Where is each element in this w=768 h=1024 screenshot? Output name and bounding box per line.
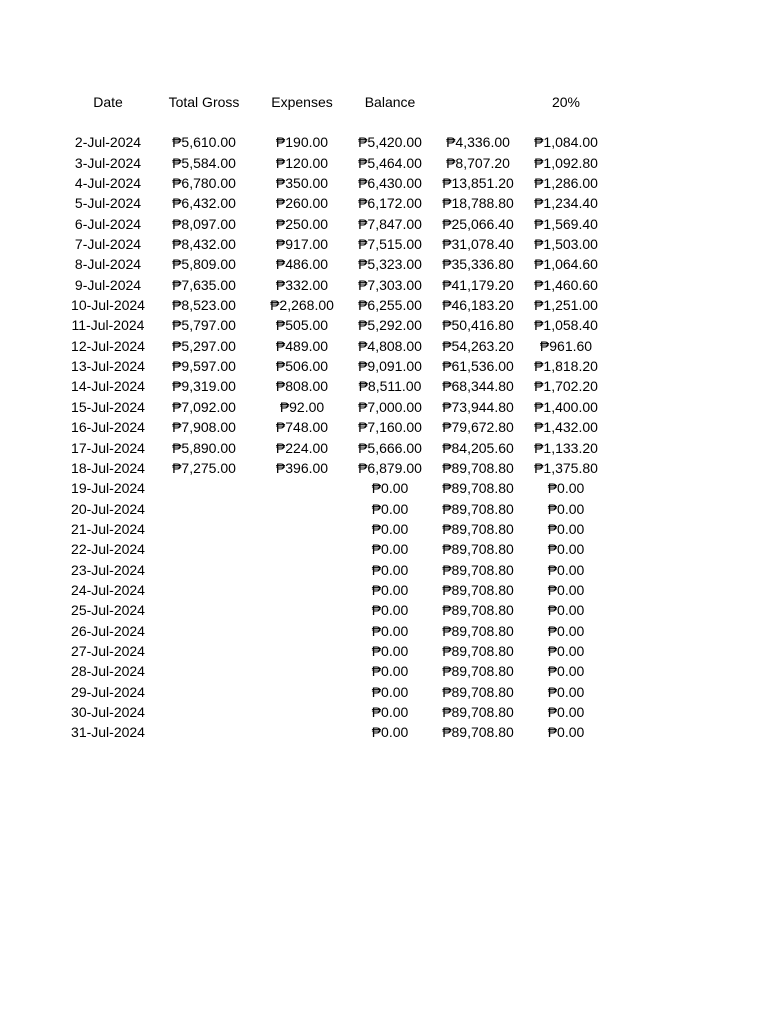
table-row bbox=[60, 132, 620, 152]
cell-date: 10-Jul-2024 bbox=[71, 297, 145, 314]
table-row bbox=[60, 214, 620, 234]
cell-date: 29-Jul-2024 bbox=[71, 683, 145, 700]
cell-percent: ₱1,460.60 bbox=[534, 276, 598, 293]
cell-running-total: ₱68,344.80 bbox=[442, 378, 514, 395]
cell-balance: ₱7,303.00 bbox=[358, 276, 422, 293]
cell-date: 9-Jul-2024 bbox=[74, 276, 142, 293]
cell-expenses: ₱808.00 bbox=[275, 378, 329, 395]
cell-expenses: ₱489.00 bbox=[275, 337, 329, 354]
cell-running-total: ₱89,708.80 bbox=[442, 683, 514, 700]
cell-date: 25-Jul-2024 bbox=[71, 602, 145, 619]
cell-balance: ₱0.00 bbox=[371, 602, 409, 619]
cell-percent: ₱0.00 bbox=[547, 622, 585, 639]
cell-percent: ₱1,064.60 bbox=[534, 256, 598, 273]
cell-percent: ₱0.00 bbox=[547, 602, 585, 619]
cell-expenses: ₱2,268.00 bbox=[270, 297, 334, 314]
cell-total-gross bbox=[156, 519, 252, 539]
cell-date: 15-Jul-2024 bbox=[71, 398, 145, 415]
cell-percent: ₱1,503.00 bbox=[534, 236, 598, 253]
cell-running-total: ₱46,183.20 bbox=[442, 297, 514, 314]
cell-date: 20-Jul-2024 bbox=[71, 500, 145, 517]
cell-expenses bbox=[252, 519, 352, 539]
cell-balance: ₱7,515.00 bbox=[358, 236, 422, 253]
cell-expenses bbox=[252, 722, 352, 742]
cell-total-gross bbox=[156, 722, 252, 742]
cell-date: 24-Jul-2024 bbox=[71, 581, 145, 598]
cell-percent: ₱1,818.20 bbox=[534, 358, 598, 375]
cell-date: 30-Jul-2024 bbox=[71, 703, 145, 720]
cell-date: 31-Jul-2024 bbox=[71, 724, 145, 741]
cell-date: 21-Jul-2024 bbox=[71, 520, 145, 537]
cell-running-total: ₱61,536.00 bbox=[442, 358, 514, 375]
cell-expenses: ₱190.00 bbox=[275, 134, 329, 151]
cell-balance: ₱5,420.00 bbox=[358, 134, 422, 151]
cell-total-gross: ₱8,523.00 bbox=[172, 297, 236, 314]
cell-percent: ₱0.00 bbox=[547, 724, 585, 741]
cell-percent: ₱0.00 bbox=[547, 541, 585, 558]
cell-date: 27-Jul-2024 bbox=[71, 642, 145, 659]
cell-percent: ₱0.00 bbox=[547, 663, 585, 680]
table-row bbox=[60, 682, 620, 702]
cell-balance: ₱6,172.00 bbox=[358, 195, 422, 212]
cell-expenses bbox=[252, 539, 352, 559]
cell-date: 2-Jul-2024 bbox=[74, 134, 142, 151]
cell-total-gross bbox=[156, 621, 252, 641]
cell-date: 23-Jul-2024 bbox=[71, 561, 145, 578]
cell-running-total: ₱89,708.80 bbox=[442, 724, 514, 741]
cell-expenses bbox=[252, 499, 352, 519]
cell-balance: ₱0.00 bbox=[371, 724, 409, 741]
table-row bbox=[60, 376, 620, 396]
cell-date: 14-Jul-2024 bbox=[71, 378, 145, 395]
cell-running-total: ₱13,851.20 bbox=[442, 175, 514, 192]
table-row bbox=[60, 315, 620, 335]
cell-percent: ₱1,375.80 bbox=[534, 459, 598, 476]
cell-date: 18-Jul-2024 bbox=[71, 459, 145, 476]
cell-date: 7-Jul-2024 bbox=[74, 236, 142, 253]
table-row bbox=[60, 539, 620, 559]
cell-total-gross: ₱9,319.00 bbox=[172, 378, 236, 395]
cell-total-gross bbox=[156, 560, 252, 580]
table-row bbox=[60, 356, 620, 376]
cell-total-gross bbox=[156, 702, 252, 722]
cell-percent: ₱1,234.40 bbox=[534, 195, 598, 212]
cell-date: 11-Jul-2024 bbox=[71, 317, 145, 334]
cell-running-total: ₱89,708.80 bbox=[442, 561, 514, 578]
cell-expenses: ₱917.00 bbox=[275, 236, 329, 253]
table-body bbox=[60, 132, 620, 742]
cell-running-total: ₱35,336.80 bbox=[442, 256, 514, 273]
cell-running-total: ₱41,179.20 bbox=[442, 276, 514, 293]
cell-total-gross: ₱5,890.00 bbox=[172, 439, 236, 456]
table-row bbox=[60, 234, 620, 254]
cell-balance: ₱0.00 bbox=[371, 500, 409, 517]
cell-balance: ₱0.00 bbox=[371, 622, 409, 639]
cell-expenses: ₱120.00 bbox=[275, 154, 329, 171]
cell-percent: ₱1,569.40 bbox=[534, 215, 598, 232]
cell-total-gross: ₱8,097.00 bbox=[172, 215, 236, 232]
cell-running-total: ₱89,708.80 bbox=[442, 622, 514, 639]
cell-balance: ₱9,091.00 bbox=[358, 358, 422, 375]
cell-running-total: ₱84,205.60 bbox=[442, 439, 514, 456]
table-row bbox=[60, 254, 620, 274]
cell-expenses: ₱332.00 bbox=[275, 276, 329, 293]
cell-balance: ₱7,847.00 bbox=[358, 215, 422, 232]
cell-percent: ₱1,133.20 bbox=[534, 439, 598, 456]
cell-balance: ₱0.00 bbox=[371, 663, 409, 680]
cell-date: 4-Jul-2024 bbox=[74, 175, 142, 192]
cell-date: 22-Jul-2024 bbox=[71, 541, 145, 558]
table-row bbox=[60, 661, 620, 681]
cell-expenses bbox=[252, 621, 352, 641]
table-row bbox=[60, 702, 620, 722]
cell-percent: ₱0.00 bbox=[547, 703, 585, 720]
cell-balance: ₱8,511.00 bbox=[358, 378, 422, 395]
cell-running-total: ₱54,263.20 bbox=[442, 337, 514, 354]
table-row bbox=[60, 641, 620, 661]
cell-percent: ₱1,432.00 bbox=[534, 419, 598, 436]
cell-running-total: ₱89,708.80 bbox=[442, 541, 514, 558]
cell-total-gross bbox=[156, 641, 252, 661]
cell-date: 8-Jul-2024 bbox=[74, 256, 142, 273]
table-row bbox=[60, 499, 620, 519]
cell-date: 5-Jul-2024 bbox=[74, 195, 142, 212]
cell-running-total: ₱89,708.80 bbox=[442, 581, 514, 598]
cell-percent: ₱0.00 bbox=[547, 581, 585, 598]
cell-balance: ₱7,160.00 bbox=[358, 419, 422, 436]
table-row bbox=[60, 621, 620, 641]
cell-percent: ₱1,400.00 bbox=[534, 398, 598, 415]
cell-total-gross: ₱5,610.00 bbox=[172, 134, 236, 151]
cell-expenses bbox=[252, 682, 352, 702]
cell-expenses: ₱350.00 bbox=[275, 175, 329, 192]
table-row bbox=[60, 193, 620, 213]
cell-running-total: ₱73,944.80 bbox=[442, 398, 514, 415]
table-row bbox=[60, 519, 620, 539]
header-running-total bbox=[428, 92, 528, 112]
cell-expenses: ₱748.00 bbox=[275, 419, 329, 436]
cell-running-total: ₱50,416.80 bbox=[442, 317, 514, 334]
cell-balance: ₱4,808.00 bbox=[358, 337, 422, 354]
cell-expenses: ₱250.00 bbox=[275, 215, 329, 232]
cell-running-total: ₱31,078.40 bbox=[442, 236, 514, 253]
cell-expenses: ₱486.00 bbox=[275, 256, 329, 273]
cell-total-gross: ₱5,297.00 bbox=[172, 337, 236, 354]
table-row bbox=[60, 153, 620, 173]
cell-running-total: ₱4,336.00 bbox=[446, 134, 510, 151]
cell-percent: ₱961.60 bbox=[539, 337, 593, 354]
header-expenses: Expenses bbox=[271, 94, 333, 110]
cell-expenses: ₱260.00 bbox=[275, 195, 329, 212]
cell-total-gross: ₱7,275.00 bbox=[172, 459, 236, 476]
cell-date: 3-Jul-2024 bbox=[74, 154, 142, 171]
cell-expenses: ₱505.00 bbox=[275, 317, 329, 334]
cell-expenses bbox=[252, 560, 352, 580]
cell-total-gross: ₱5,584.00 bbox=[172, 154, 236, 171]
cell-running-total: ₱8,707.20 bbox=[446, 154, 510, 171]
cell-running-total: ₱89,708.80 bbox=[442, 642, 514, 659]
cell-running-total: ₱89,708.80 bbox=[442, 500, 514, 517]
cell-date: 16-Jul-2024 bbox=[71, 419, 145, 436]
cell-expenses bbox=[252, 702, 352, 722]
cell-balance: ₱0.00 bbox=[371, 581, 409, 598]
cell-expenses bbox=[252, 661, 352, 681]
cell-balance: ₱5,292.00 bbox=[358, 317, 422, 334]
cell-percent: ₱1,702.20 bbox=[534, 378, 598, 395]
cell-date: 26-Jul-2024 bbox=[71, 622, 145, 639]
cell-percent: ₱0.00 bbox=[547, 520, 585, 537]
cell-balance: ₱5,666.00 bbox=[358, 439, 422, 456]
cell-total-gross bbox=[156, 478, 252, 498]
cell-running-total: ₱25,066.40 bbox=[442, 215, 514, 232]
cell-total-gross: ₱6,780.00 bbox=[172, 175, 236, 192]
cell-date: 19-Jul-2024 bbox=[71, 480, 145, 497]
header-date: Date bbox=[93, 94, 123, 110]
cell-total-gross bbox=[156, 661, 252, 681]
cell-running-total: ₱89,708.80 bbox=[442, 480, 514, 497]
cell-balance: ₱0.00 bbox=[371, 480, 409, 497]
cell-total-gross: ₱7,092.00 bbox=[172, 398, 236, 415]
table-row bbox=[60, 275, 620, 295]
header-balance: Balance bbox=[364, 94, 416, 110]
cell-running-total: ₱89,708.80 bbox=[442, 663, 514, 680]
cell-balance: ₱5,323.00 bbox=[358, 256, 422, 273]
cell-total-gross bbox=[156, 600, 252, 620]
cell-percent: ₱1,092.80 bbox=[534, 154, 598, 171]
cell-balance: ₱0.00 bbox=[371, 541, 409, 558]
cell-balance: ₱0.00 bbox=[371, 561, 409, 578]
cell-total-gross bbox=[156, 682, 252, 702]
cell-expenses: ₱506.00 bbox=[275, 358, 329, 375]
table-row bbox=[60, 580, 620, 600]
cell-balance: ₱5,464.00 bbox=[358, 154, 422, 171]
table-row bbox=[60, 295, 620, 315]
cell-total-gross: ₱5,797.00 bbox=[172, 317, 236, 334]
spacer-row bbox=[60, 112, 620, 132]
cell-percent: ₱1,084.00 bbox=[534, 134, 598, 151]
cell-total-gross: ₱7,908.00 bbox=[172, 419, 236, 436]
cell-running-total: ₱89,708.80 bbox=[442, 520, 514, 537]
cell-balance: ₱6,255.00 bbox=[358, 297, 422, 314]
table-row bbox=[60, 397, 620, 417]
cell-total-gross bbox=[156, 499, 252, 519]
cell-expenses: ₱224.00 bbox=[275, 439, 329, 456]
cell-total-gross: ₱6,432.00 bbox=[172, 195, 236, 212]
cell-balance: ₱6,879.00 bbox=[358, 459, 422, 476]
table-row bbox=[60, 336, 620, 356]
header-row bbox=[60, 92, 620, 112]
cell-running-total: ₱89,708.80 bbox=[442, 602, 514, 619]
cell-percent: ₱1,286.00 bbox=[534, 175, 598, 192]
cell-total-gross: ₱7,635.00 bbox=[172, 276, 236, 293]
cell-running-total: ₱89,708.80 bbox=[442, 459, 514, 476]
cell-balance: ₱0.00 bbox=[371, 520, 409, 537]
cell-expenses: ₱396.00 bbox=[275, 459, 329, 476]
cell-total-gross: ₱8,432.00 bbox=[172, 236, 236, 253]
cell-balance: ₱6,430.00 bbox=[358, 175, 422, 192]
cell-percent: ₱0.00 bbox=[547, 642, 585, 659]
cell-running-total: ₱89,708.80 bbox=[442, 703, 514, 720]
cell-date: 6-Jul-2024 bbox=[74, 215, 142, 232]
cell-balance: ₱7,000.00 bbox=[358, 398, 422, 415]
table-row bbox=[60, 600, 620, 620]
table-row bbox=[60, 417, 620, 437]
cell-expenses bbox=[252, 580, 352, 600]
cell-percent: ₱0.00 bbox=[547, 480, 585, 497]
cell-balance: ₱0.00 bbox=[371, 683, 409, 700]
spreadsheet-table bbox=[60, 92, 620, 743]
table-row bbox=[60, 438, 620, 458]
table-row bbox=[60, 560, 620, 580]
header-percent: 20% bbox=[551, 94, 581, 110]
cell-expenses bbox=[252, 478, 352, 498]
header-total-gross: Total Gross bbox=[168, 94, 240, 110]
cell-expenses: ₱92.00 bbox=[279, 398, 325, 415]
cell-percent: ₱0.00 bbox=[547, 683, 585, 700]
cell-date: 28-Jul-2024 bbox=[71, 663, 145, 680]
cell-percent: ₱1,058.40 bbox=[534, 317, 598, 334]
cell-total-gross bbox=[156, 580, 252, 600]
table-row bbox=[60, 478, 620, 498]
cell-expenses bbox=[252, 641, 352, 661]
cell-percent: ₱1,251.00 bbox=[534, 297, 598, 314]
cell-balance: ₱0.00 bbox=[371, 642, 409, 659]
cell-date: 12-Jul-2024 bbox=[71, 337, 145, 354]
table-row bbox=[60, 722, 620, 742]
table-row bbox=[60, 458, 620, 478]
cell-percent: ₱0.00 bbox=[547, 561, 585, 578]
cell-date: 17-Jul-2024 bbox=[71, 439, 145, 456]
cell-expenses bbox=[252, 600, 352, 620]
cell-total-gross: ₱5,809.00 bbox=[172, 256, 236, 273]
cell-date: 13-Jul-2024 bbox=[71, 358, 145, 375]
table-row bbox=[60, 173, 620, 193]
cell-total-gross bbox=[156, 539, 252, 559]
cell-running-total: ₱79,672.80 bbox=[442, 419, 514, 436]
cell-running-total: ₱18,788.80 bbox=[442, 195, 514, 212]
cell-percent: ₱0.00 bbox=[547, 500, 585, 517]
cell-total-gross: ₱9,597.00 bbox=[172, 358, 236, 375]
cell-balance: ₱0.00 bbox=[371, 703, 409, 720]
